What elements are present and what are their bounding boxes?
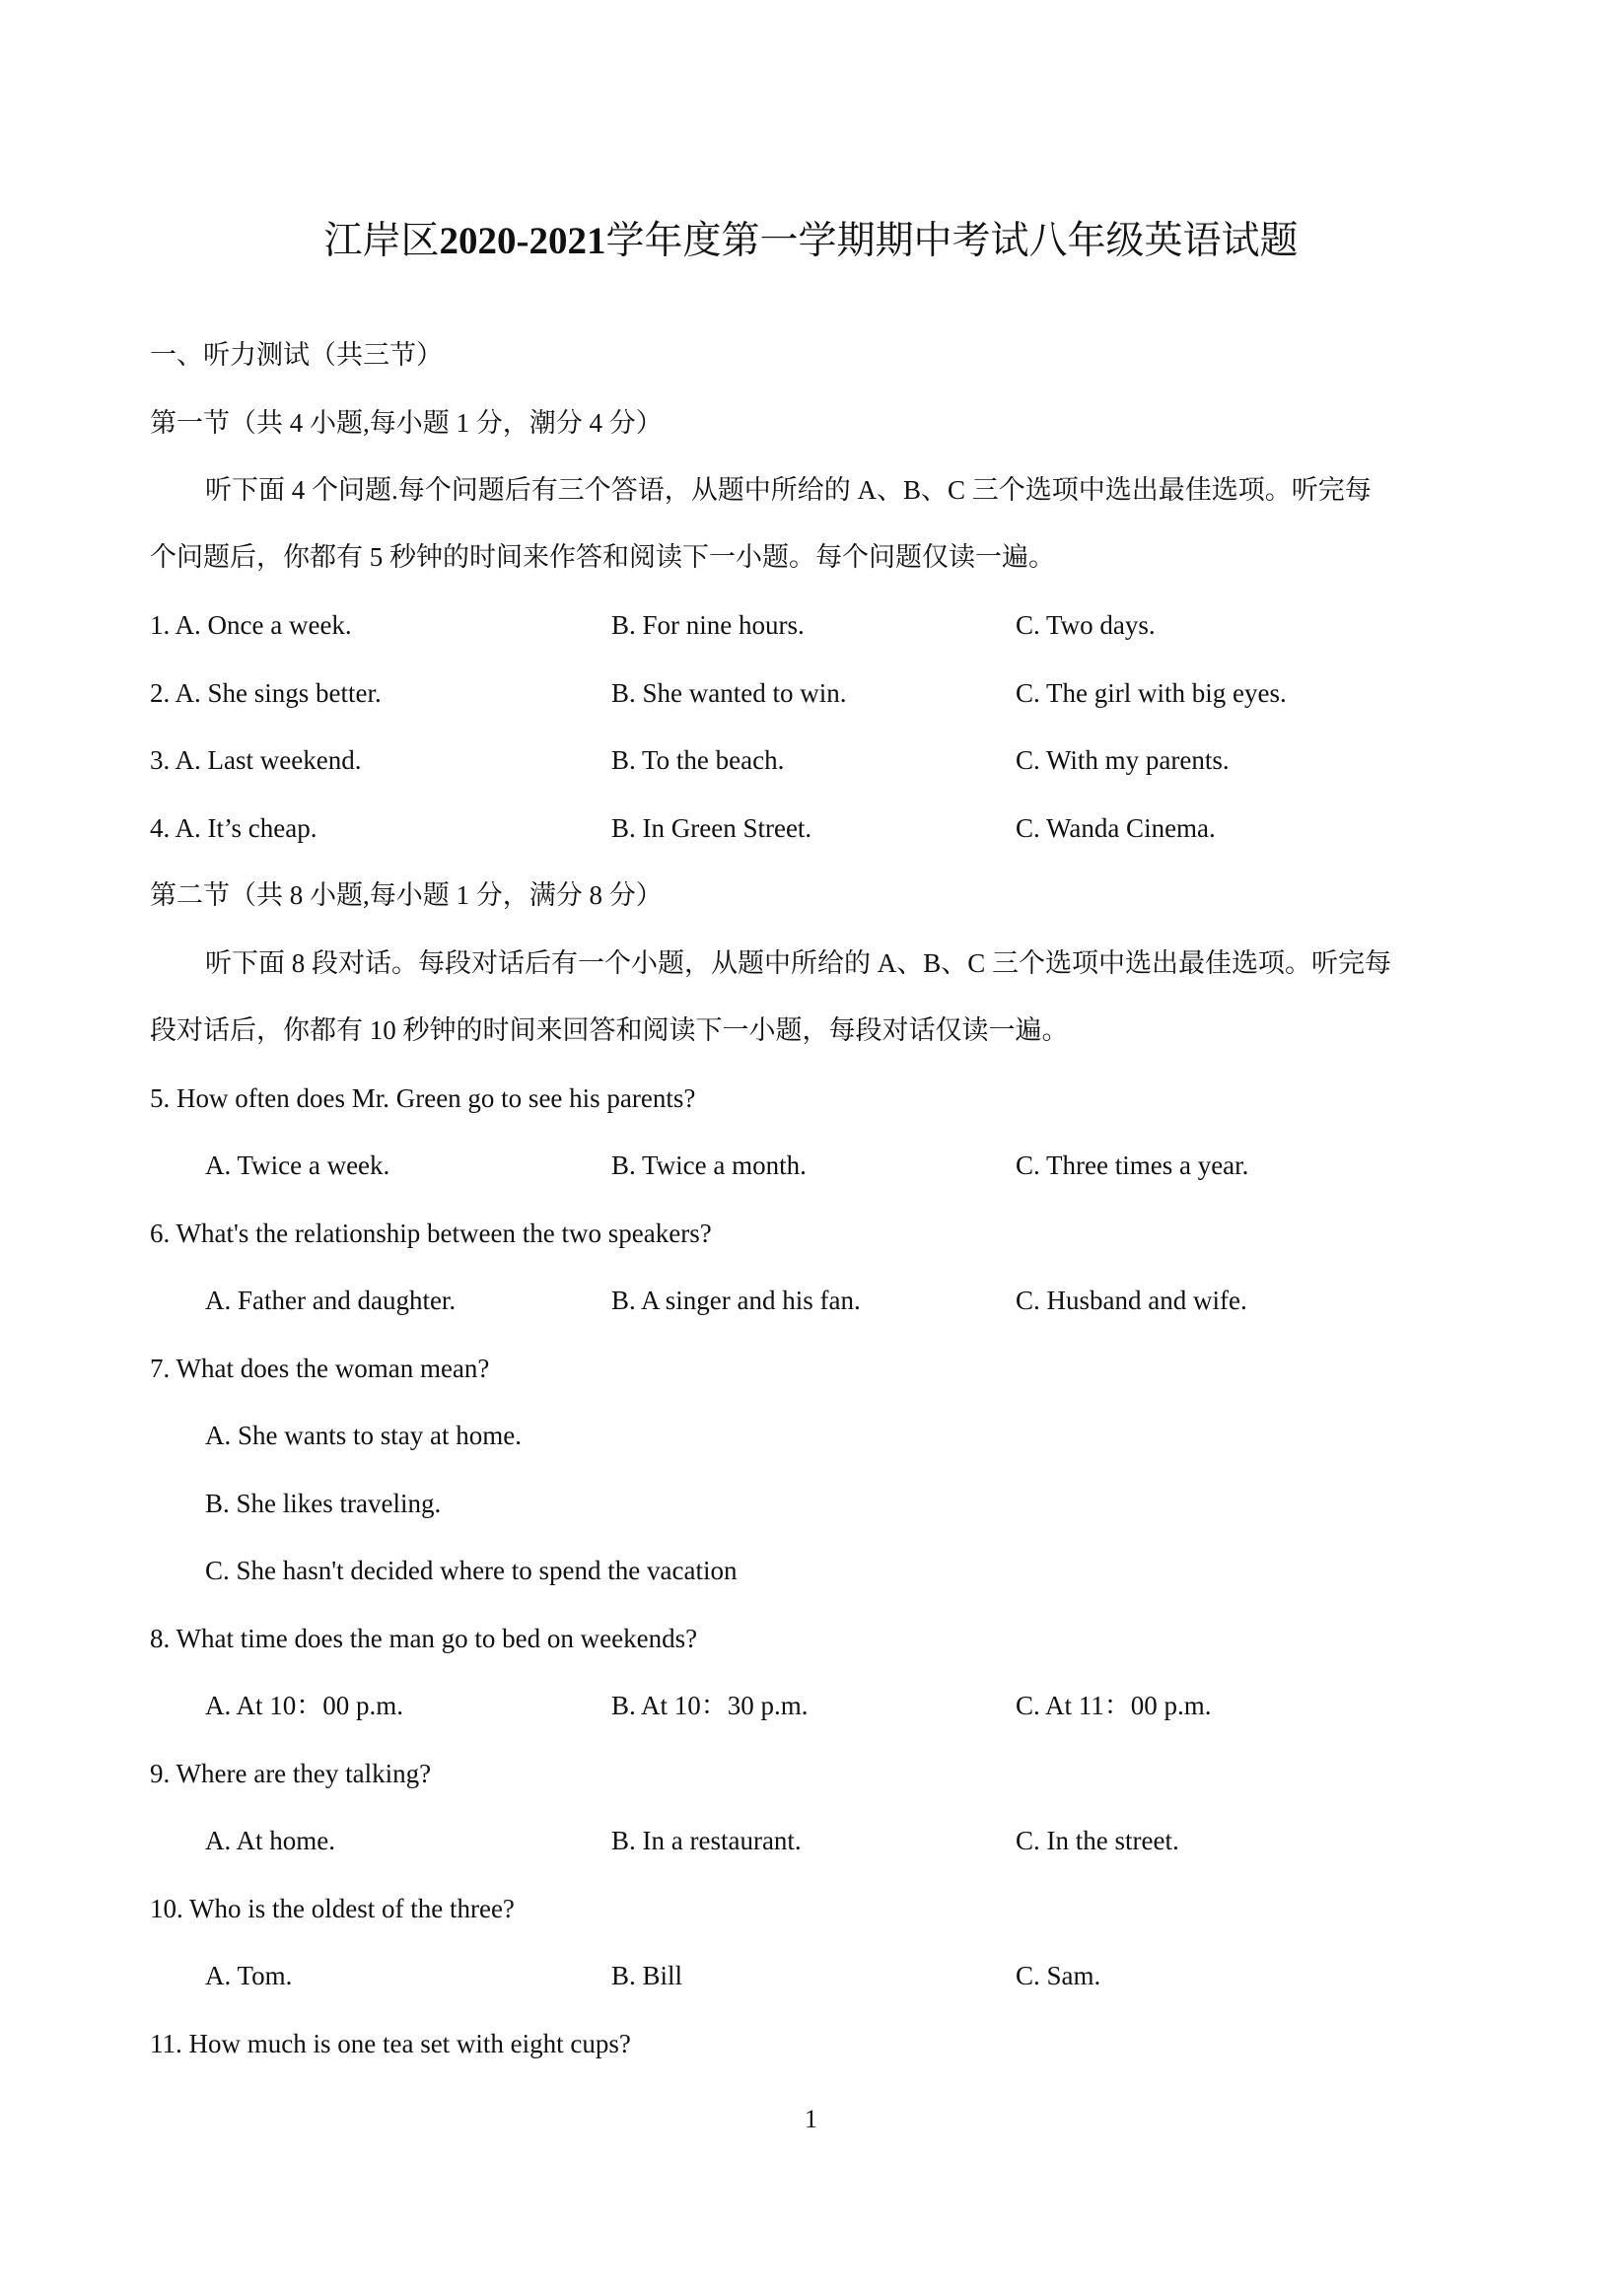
question-10: 10. Who is the oldest of the three?	[150, 1894, 515, 1923]
question-5-option-a: A. Twice a week.	[205, 1150, 390, 1180]
item-1-option-c: C. Two days.	[1016, 610, 1156, 640]
question-10-option-c: C. Sam.	[1016, 1961, 1101, 1990]
item-3-option-a: 3. A. Last weekend.	[150, 745, 362, 775]
item-3-option-c: C. With my parents.	[1016, 745, 1230, 775]
section2-instructions-line2: 段对话后，你都有 10 秒钟的时间来回答和阅读下一小题，每段对话仅读一遍。	[150, 1015, 1069, 1045]
item-1-option-a: 1. A. Once a week.	[150, 610, 352, 640]
item-1-option-b: B. For nine hours.	[611, 610, 805, 640]
item-4-option-a: 4. A. It’s cheap.	[150, 813, 317, 843]
question-10-option-b: B. Bill	[611, 1961, 683, 1990]
title-prefix: 江岸区	[323, 220, 440, 262]
section1-instructions-line1: 听下面 4 个问题.每个问题后有三个答语，从题中所给的 A、B、C 三个选项中选出最佳选项。听完每	[205, 475, 1372, 505]
item-4-option-c: C. Wanda Cinema.	[1016, 813, 1216, 843]
item-2-option-c: C. The girl with big eyes.	[1016, 678, 1287, 708]
question-7-option-a: A. She wants to stay at home.	[205, 1421, 522, 1450]
question-6: 6. What's the relationship between the two speakers?	[150, 1218, 712, 1248]
item-3-option-b: B. To the beach.	[611, 745, 785, 775]
part1-heading: 一、听力测试（共三节）	[150, 340, 443, 370]
question-6-option-b: B. A singer and his fan.	[611, 1286, 861, 1315]
section2-heading: 第二节（共 8 小题,每小题 1 分，满分 8 分）	[150, 880, 663, 910]
question-8-option-a: A. At 10：00 p.m.	[205, 1691, 404, 1720]
question-9-option-b: B. In a restaurant.	[611, 1826, 802, 1855]
question-9-option-c: C. In the street.	[1016, 1826, 1179, 1855]
question-5: 5. How often does Mr. Green go to see his parents?	[150, 1083, 696, 1113]
item-2-option-b: B. She wanted to win.	[611, 678, 847, 708]
section2-instructions-line1: 听下面 8 段对话。每段对话后有一个小题，从题中所给的 A、B、C 三个选项中选出最佳选项。听完每	[205, 948, 1392, 978]
section1-heading: 第一节（共 4 小题,每小题 1 分，潮分 4 分）	[150, 408, 663, 438]
question-8: 8. What time does the man go to bed on weekends?	[150, 1624, 698, 1653]
title-years: 2020-2021	[439, 220, 606, 262]
question-7-option-b: B. She likes traveling.	[205, 1489, 442, 1518]
question-10-option-a: A. Tom.	[205, 1961, 293, 1990]
page-title	[0, 214, 1622, 269]
item-2-option-a: 2. A. She sings better.	[150, 678, 382, 708]
question-8-option-c: C. At 11：00 p.m.	[1016, 1691, 1212, 1720]
question-9: 9. Where are they talking?	[150, 1759, 432, 1788]
question-6-option-a: A. Father and daughter.	[205, 1286, 457, 1315]
title-suffix: 学年度第一学期期中考试八年级英语试题	[605, 220, 1299, 262]
question-6-option-c: C. Husband and wife.	[1016, 1286, 1247, 1315]
question-9-option-a: A. At home.	[205, 1826, 335, 1855]
question-11: 11. How much is one tea set with eight cups?	[150, 2029, 631, 2058]
section1-instructions-line2: 个问题后，你都有 5 秒钟的时间来作答和阅读下一小题。每个问题仅读一遍。	[150, 542, 1055, 572]
question-7: 7. What does the woman mean?	[150, 1354, 490, 1383]
question-5-option-b: B. Twice a month.	[611, 1150, 807, 1180]
item-4-option-b: B. In Green Street.	[611, 813, 812, 843]
page-number: 1	[805, 2105, 817, 2133]
question-8-option-b: B. At 10：30 p.m.	[611, 1691, 809, 1720]
question-5-option-c: C. Three times a year.	[1016, 1150, 1249, 1180]
question-7-option-c: C. She hasn't decided where to spend the vacation	[205, 1556, 738, 1585]
